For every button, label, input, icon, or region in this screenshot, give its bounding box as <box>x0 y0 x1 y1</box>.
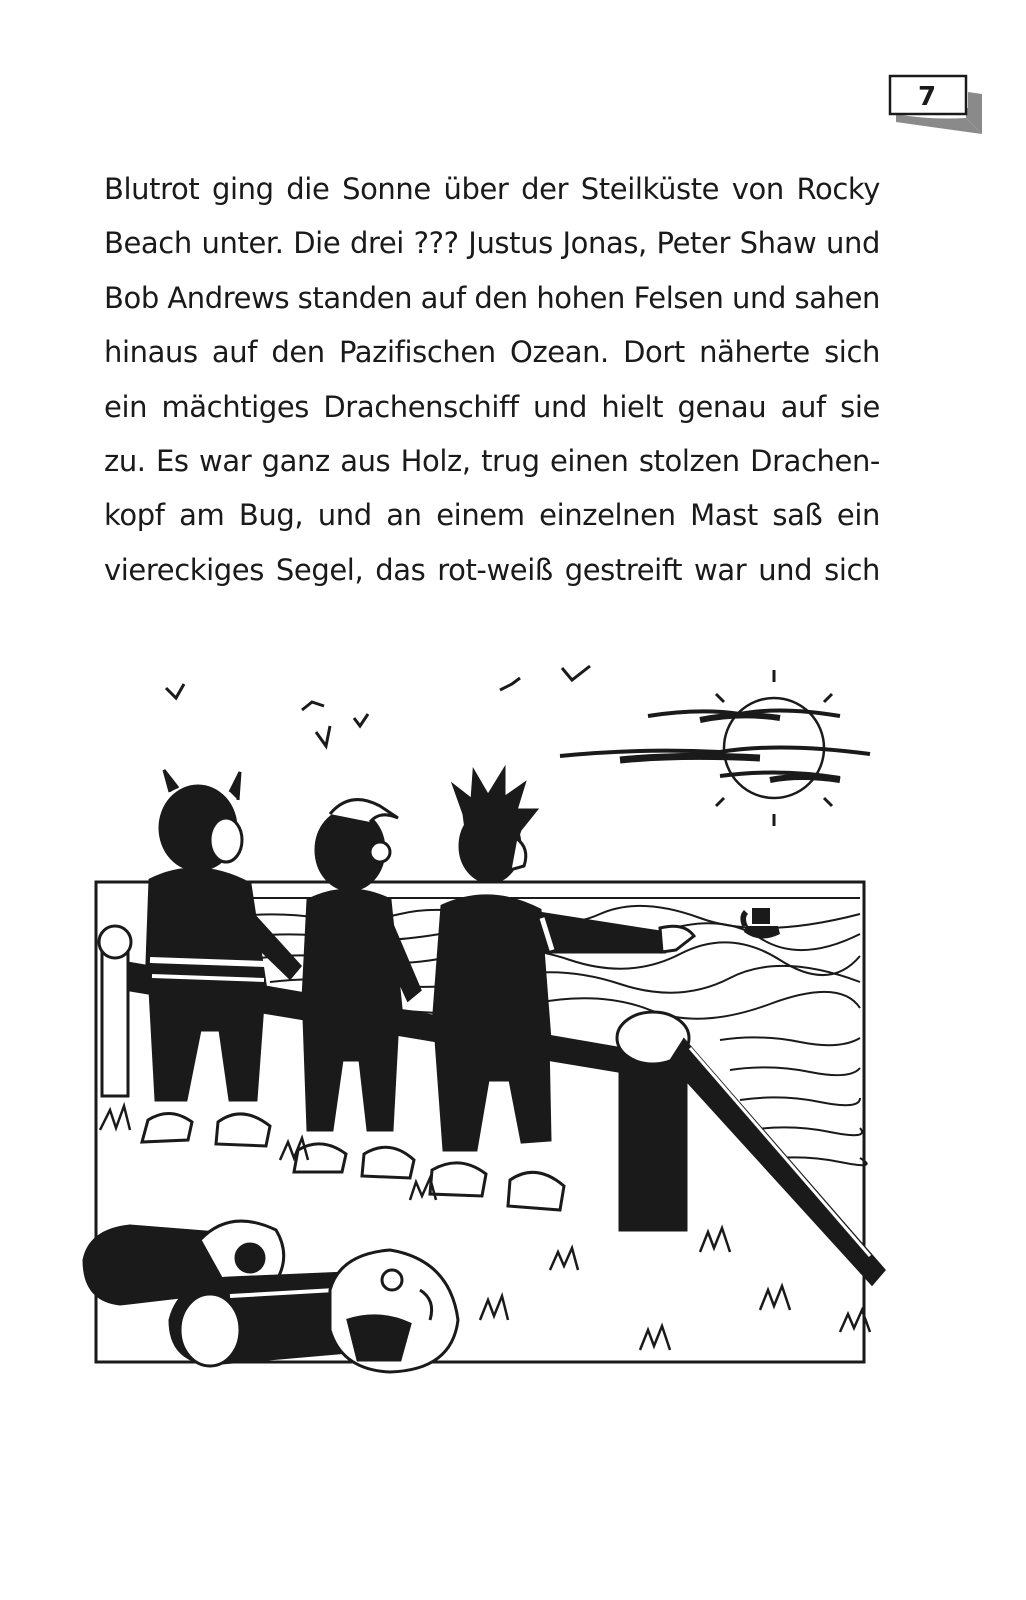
text-line: zu. Es war ganz aus Holz, trug einen stolzen Drachen- <box>104 444 880 479</box>
text-line: Bob Andrews standen auf den hohen Felsen und sahen <box>104 280 880 315</box>
text-line: kopf am Bug, und an einem einzelnen Mast saß ein <box>104 498 880 533</box>
sun-icon <box>560 670 870 826</box>
text-line: Blutrot ging die Sonne über der Steilküste von Rocky <box>104 172 880 206</box>
page-number: 7 <box>917 82 937 112</box>
text-line: ein mächtiges Drachenschiff und hielt genau auf sie <box>104 389 880 424</box>
text-line: Beach unter. Die drei ??? Justus Jonas, Peter Shaw und <box>104 226 880 261</box>
illustration-drawing <box>80 660 930 1420</box>
page-number-tab <box>888 74 984 138</box>
illustration-three-boys-at-cliff <box>80 660 930 1420</box>
text-line: hinaus auf den Pazifischen Ozean. Dort näherte sich <box>104 335 880 370</box>
text-line: viereckiges Segel, das rot-weiß gestreift war und sich <box>104 552 880 587</box>
body-text <box>104 162 880 597</box>
seagull-icons <box>166 666 590 746</box>
